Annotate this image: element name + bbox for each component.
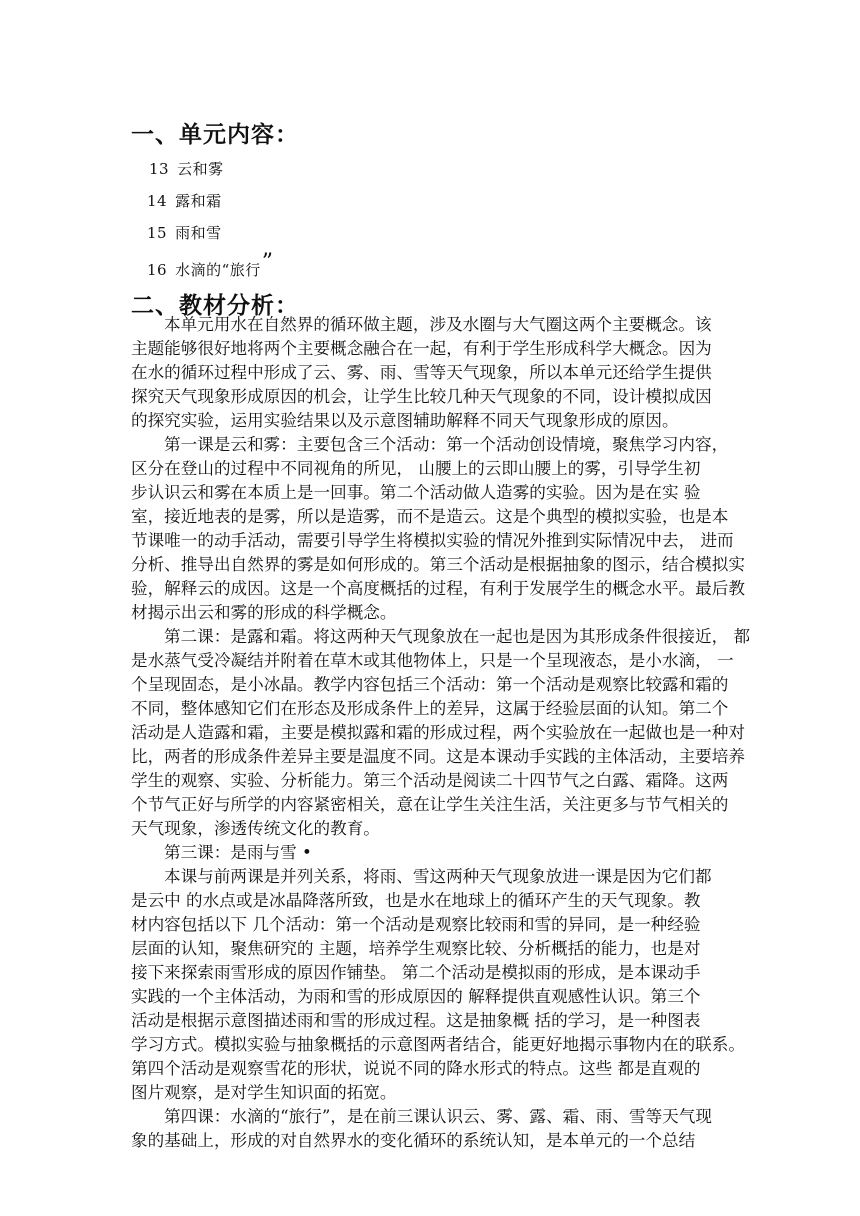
paragraph-line: 活动是根据示意图描述雨和雪的形成过程。这是抽象概 括的学习，是一种图表 (131, 1011, 701, 1030)
paragraph-line: 个节气正好与所学的内容紧密相关，意在让学生关注生活，关注更多与节气相关的 (131, 795, 729, 814)
unit-number: 15 (147, 224, 168, 242)
paragraph-line: 是水蒸气受冷凝结并附着在草木或其他物体上，只是一个呈现液态，是小水滴， 一 (131, 651, 734, 670)
paragraph-line: 步认识云和雾在本质上是一回事。第二个活动做人造雾的实验。因为是在实 验 (131, 483, 701, 502)
paragraph-line: 活动是人造露和霜，主要是模拟露和霜的形成过程，两个实验放在一起做也是一种对 (131, 723, 745, 742)
unit-number: 14 (147, 192, 168, 210)
paragraph-line: 材内容包括以下 几个活动：第一个活动是观察比较雨和雪的异同，是一种经验 (131, 915, 701, 934)
paragraph-line: 验，解释云的成因。这是一个高度概括的过程，有利于发展学生的概念水平。最后教 (131, 579, 745, 598)
unit-title: 露和霜 (175, 192, 222, 210)
paragraph-line: 区分在登山的过程中不同视角的所见， 山腰上的云即山腰上的雾，引导学生初 (131, 459, 701, 478)
paragraph-line: 不同，整体感知它们在形态及形成条件上的差异，这属于经验层面的认知。第二个 (131, 699, 729, 718)
unit-number: 16 (147, 261, 168, 279)
paragraph-line: 材揭示出云和雾的形成的科学概念。 (131, 603, 397, 622)
unit-list-item (147, 190, 222, 211)
paragraph-line: 实践的一个主体活动，为雨和雪的形成原因的 解释提供直观感性认识。第三个 (131, 987, 701, 1006)
paragraph-line: 比，两者的形成条件差异主要是温度不同。这是本课动手实践的主体活动，主要培养 (131, 747, 745, 766)
paragraph-line: 探究天气现象形成原因的机会，让学生比较几种天气现象的不同，设计模拟成因 (131, 387, 712, 406)
paragraph-line: 第一课是云和雾：主要包含三个活动：第一个活动创设情境，聚焦学习内容， (164, 435, 729, 454)
paragraph-line: 象的基础上，形成的对自然界水的变化循环的系统认知，是本单元的一个总结 (131, 1131, 696, 1150)
paragraph-line: 第四个活动是观察雪花的形状，说说不同的降水形式的特点。这些 都是直观的 (131, 1059, 701, 1078)
paragraph-line: 学生的观察、实验、分析能力。第三个活动是阅读二十四节气之白露、霜降。这两 (131, 771, 729, 790)
paragraph-line: 学习方式。模拟实验与抽象概括的示意图两者结合，能更好地揭示事物内在的联系。 (131, 1035, 745, 1054)
paragraph-line: 图片观察，是对学生知识面的拓宽。 (131, 1083, 397, 1102)
paragraph-line: 本单元用水在自然界的循环做主题，涉及水圈与大气圈这两个主要概念。该 (164, 315, 712, 334)
closing-quote: ” (261, 250, 274, 275)
unit-title: 云和雾 (177, 160, 224, 178)
paragraph-line: 天气现象，渗透传统文化的教育。 (131, 819, 380, 838)
paragraph-line: 本课与前两课是并列关系，将雨、雪这两种天气现象放进一课是因为它们都 (164, 867, 712, 886)
paragraph-line: 的探究实验，运用实验结果以及示意图辅助解释不同天气现象形成的原因。 (131, 411, 679, 430)
unit-list-item (147, 250, 274, 281)
unit-title: 雨和雪 (175, 224, 222, 242)
paragraph-line: 在水的循环过程中形成了云、雾、雨、雪等天气现象，所以本单元还给学生提供 (131, 363, 712, 382)
paragraph-line: 是云中 的水点或是冰晶降落所致，也是水在地球上的循环产生的天气现象。教 (131, 891, 701, 910)
paragraph-line: 接下来探索雨雪形成的原因作铺垫。 第二个活动是模拟雨的形成，是本课动手 (131, 963, 701, 982)
section-heading-textbook-analysis: 二、教材分析： (131, 293, 299, 319)
paragraph-line: 节课唯一的动手活动，需要引导学生将模拟实验的情况外推到实际情况中去， 进而 (131, 531, 734, 550)
paragraph-line: 个呈现固态，是小冰晶。教学内容包括三个活动：第一个活动是观察比较露和霜的 (131, 675, 729, 694)
paragraph-line: 第三课：是雨与雪 • (164, 843, 312, 862)
unit-title: 水滴的“旅行 (175, 261, 261, 279)
unit-number: 13 (149, 160, 170, 178)
paragraph-line: 室，接近地表的是雾，所以是造雾，而不是造云。这是个典型的模拟实验，也是本 (131, 507, 729, 526)
section-heading-unit-content: 一、单元内容： (131, 122, 299, 148)
paragraph-line: 分析、推导出自然界的雾是如何形成的。第三个活动是根据抽象的图示，结合模拟实 (131, 555, 745, 574)
paragraph-line: 第二课：是露和霜。将这两种天气现象放在一起也是因为其形成条件很接近， 都 (164, 627, 751, 646)
paragraph-line: 主题能够很好地将两个主要概念融合在一起，有利于学生形成科学大概念。因为 (131, 339, 712, 358)
unit-list-item (149, 158, 224, 179)
unit-list-item (147, 222, 222, 243)
paragraph-line: 层面的认知，聚焦研究的 主题，培养学生观察比较、分析概括的能力，也是对 (131, 939, 701, 958)
paragraph-line: 第四课：水滴的“旅行”，是在前三课认识云、雾、露、霜、雨、雪等天气现 (164, 1107, 712, 1126)
